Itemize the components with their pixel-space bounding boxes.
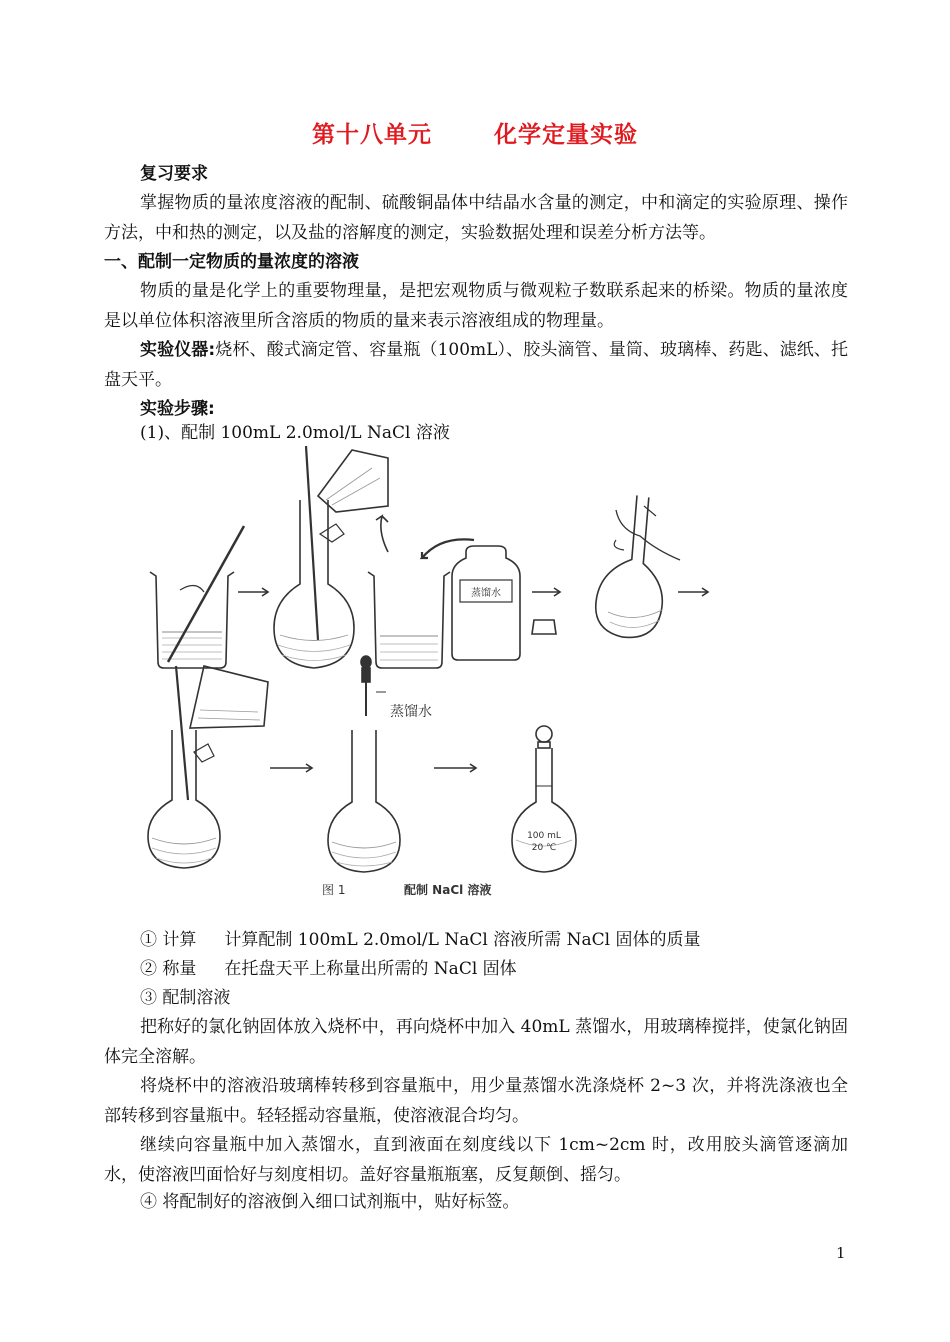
step-3-paragraph-3: 继续向容量瓶中加入蒸馏水，直到液面在刻度线以下 1cm~2cm 时，改用胶头滴管逐滴加水，使溶液凹面恰好与刻度相切。盖好容量瓶瓶塞，反复颠倒、摇匀。 (104, 1135, 848, 1185)
step-1-label: ① 计算 (140, 930, 197, 950)
bottle-label: 蒸馏水 (471, 588, 501, 599)
step-3-paragraph-2: 将烧杯中的溶液沿玻璃棒转移到容量瓶中，用少量蒸馏水洗涤烧杯 2~3 次，并将洗涤液也全部转移到容量瓶中。轻轻摇动容量瓶，使溶液混合均匀。 (104, 1076, 848, 1126)
title-unit: 第十八单元 (312, 122, 432, 148)
flask-volume-label: 100 mL (527, 831, 561, 841)
step-4: ④ 将配制好的溶液倒入细口试剂瓶中，贴好标签。 (140, 1192, 520, 1212)
flask-pouring (274, 446, 388, 668)
dropper-label: 蒸馏水 (390, 704, 432, 720)
section-heading: 一、配制一定物质的量浓度的溶液 (104, 252, 359, 272)
intro-paragraph: 物质的量是化学上的重要物理量，是把宏观物质与微观粒子数联系起来的桥梁。物质的量浓度是以单位体积溶液里所含溶质的物质的量来表示溶液组成的物理量。 (104, 281, 848, 331)
curved-arrow (376, 516, 388, 552)
figure-caption-text: 配制 NaCl 溶液 (404, 883, 492, 897)
steps-label: 实验步骤: (140, 399, 215, 419)
water-bottle (452, 546, 520, 660)
flask-shaking (591, 492, 681, 643)
instruments-paragraph (104, 336, 848, 395)
step-1 (140, 926, 700, 956)
flask-transfer (148, 666, 268, 868)
bottle-stopper (532, 620, 556, 634)
step-3-paragraph-1: 把称好的氯化钠固体放入烧杯中，再向烧杯中加入 40mL 蒸馏水，用玻璃棒搅拌，使氯化钠固体完全溶解。 (104, 1017, 848, 1067)
flask-dropper (328, 656, 400, 872)
step-title: (1)、配制 100mL 2.0mol/L NaCl 溶液 (140, 423, 450, 443)
title-topic: 化学定量实验 (494, 122, 638, 148)
procedure-figure (140, 440, 720, 910)
arrow-5 (434, 764, 476, 772)
instruments-text: 烧杯、酸式滴定管、容量瓶（100mL）、胶头滴管、量筒、玻璃棒、药匙、滤纸、托盘天平。 (104, 340, 848, 390)
instruments-label: 实验仪器: (140, 340, 216, 360)
arrow-1 (238, 588, 268, 596)
step-3-label: ③ 配制溶液 (140, 988, 231, 1008)
step-2-label: ② 称量 (140, 959, 197, 979)
beaker-washing (368, 572, 450, 668)
page-title (0, 116, 950, 149)
arrow-2 (532, 588, 560, 596)
page-number: 1 (836, 1244, 846, 1262)
review-heading: 复习要求 (140, 164, 208, 184)
flask-temp-label: 20 ℃ (531, 843, 557, 853)
step-2 (140, 955, 517, 985)
arrow-3 (678, 588, 708, 596)
review-paragraph: 掌握物质的量浓度溶液的配制、硫酸铜晶体中结晶水含量的测定，中和滴定的实验原理、操作方法，中和热的测定，以及盐的溶解度的测定，实验数据处理和误差分析方法等。 (104, 193, 848, 243)
beaker-stirring (150, 526, 244, 668)
step-1-text: 计算配制 100mL 2.0mol/L NaCl 溶液所需 NaCl 固体的质量 (224, 930, 701, 950)
figure-caption-number: 图 1 (322, 883, 346, 897)
step-2-text: 在托盘天平上称量出所需的 NaCl 固体 (224, 959, 517, 979)
arrow-4 (270, 764, 312, 772)
